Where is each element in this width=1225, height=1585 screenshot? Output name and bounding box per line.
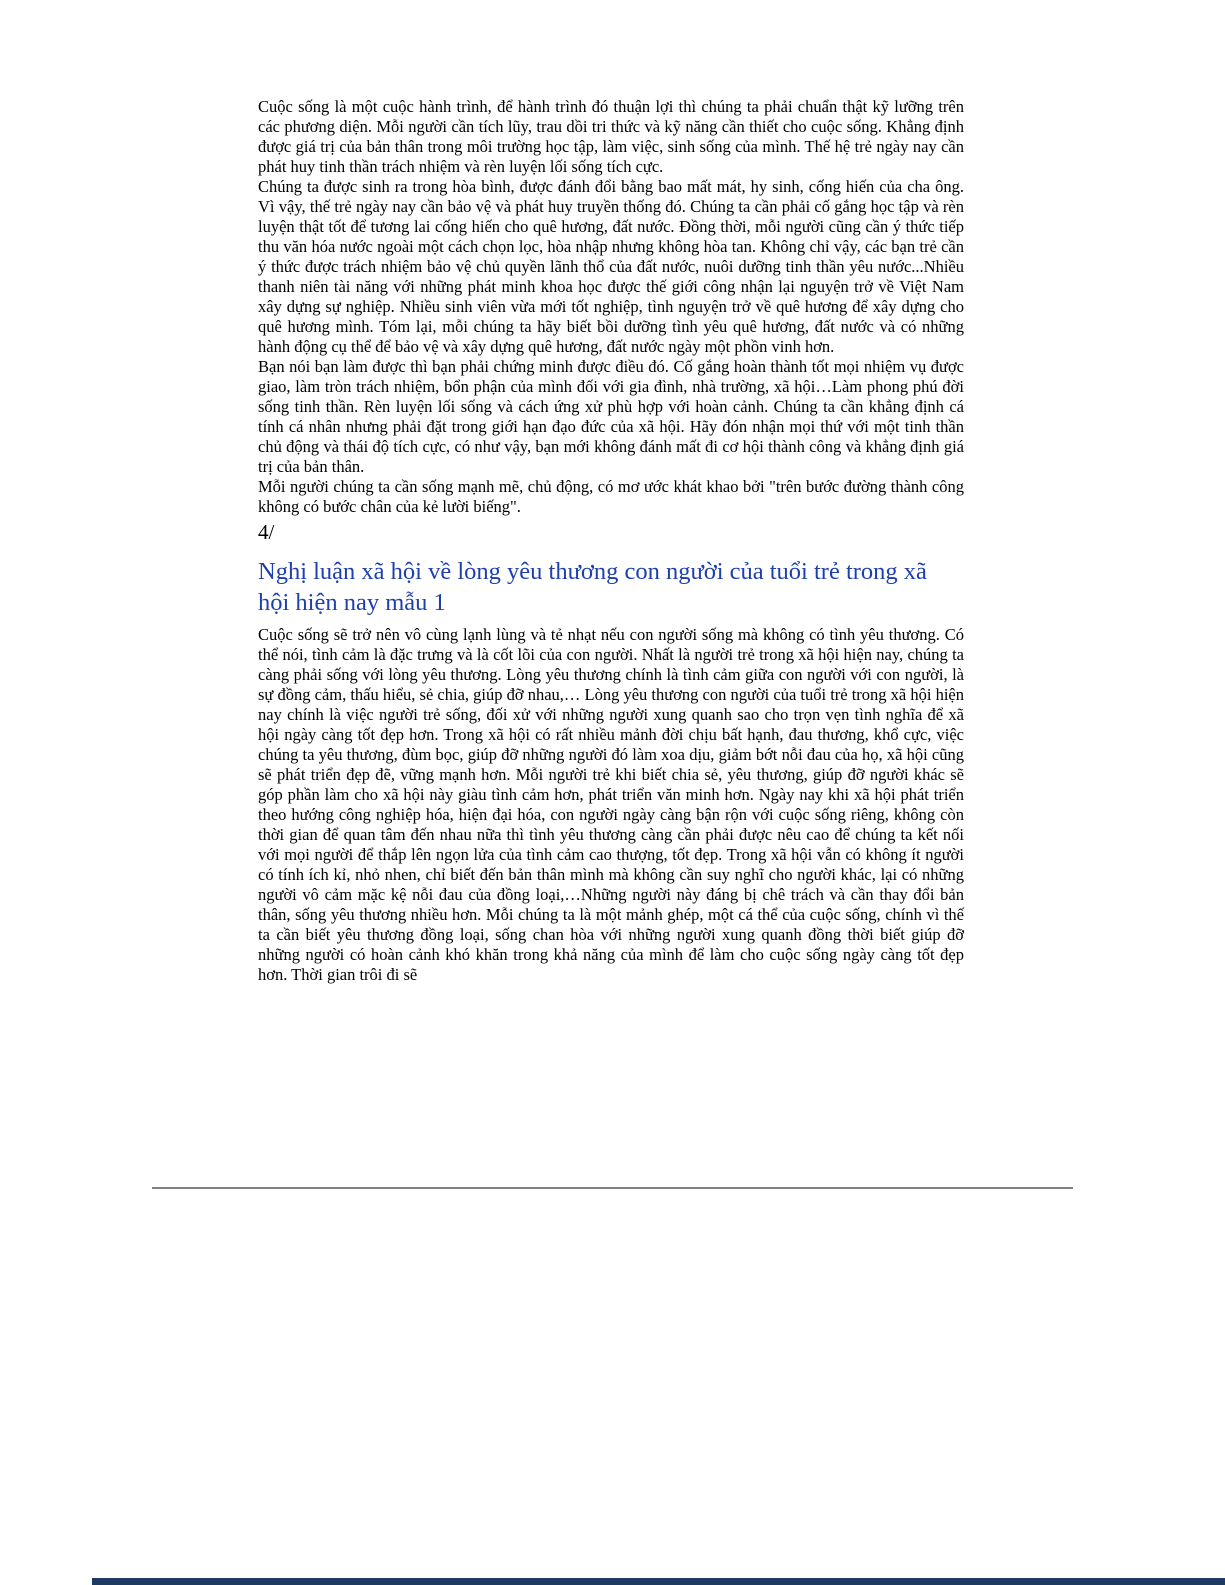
- paragraph-prove-yourself: Bạn nói bạn làm được thì bạn phải chứng minh được điều đó. Cố gắng hoàn thành tốt mọi nhiệm vụ được giao, làm tròn trách nhiệm, bổn phận của mình đối với gia đình, nhà trường, xã hội…Làm phong phú đời sống tinh thần. Rèn luyện lối sống và cách ứng xử phù hợp với hoàn cảnh. Chúng ta cần khẳng định cá tính cá nhân nhưng phải đặt trong giới hạn đạo đức của xã hội. Hãy đón nhận mọi thứ với một tinh thần chủ động và thái độ tích cực, có như vậy, bạn mới không đánh mất đi cơ hội thành công và khẳng định giá trị của bản thân.: [258, 357, 964, 476]
- bottom-blue-bar: [92, 1578, 1225, 1585]
- footer-divider-line: [152, 1187, 1073, 1189]
- article-text-column: [258, 97, 964, 985]
- paragraph-essay-sample-1: Cuộc sống sẽ trở nên vô cùng lạnh lùng và tẻ nhạt nếu con người sống mà không có tình yêu thương. Có thể nói, tình cảm là đặc trưng và là cốt lõi của con người. Nhất là người trẻ trong xã hội hiện nay, chúng ta càng phải sống với lòng yêu thương. Lòng yêu thương chính là tình cảm giữa con người với con người, là sự đồng cảm, thấu hiểu, sẻ chia, giúp đỡ nhau,… Lòng yêu thương con người của tuổi trẻ trong xã hội hiện nay chính là việc người trẻ sống, đối xử với những người xung quanh sao cho trọn vẹn tình nghĩa để xã hội ngày càng tốt đẹp hơn. Trong xã hội có rất nhiều mảnh đời chịu bất hạnh, đau thương, khổ cực, việc chúng ta yêu thương, đùm bọc, giúp đỡ những người đó làm xoa dịu, giảm bớt nỗi đau của họ, xã hội cũng sẽ phát triển đẹp đẽ, vững mạnh hơn. Mỗi người trẻ khi biết chia sẻ, yêu thương, giúp đỡ người khác sẽ góp phần làm cho xã hội này giàu tình cảm hơn, phát triển văn minh hơn. Ngày nay khi xã hội phát triển theo hướng công nghiệp hóa, hiện đại hóa, con người ngày càng bận rộn với cuộc sống riêng, không còn thời gian để quan tâm đến nhau nữa thì tình yêu thương càng cần phải được nêu cao để chúng ta kết nối với mọi người để thắp lên ngọn lửa của tình cảm cao thượng, tốt đẹp. Trong xã hội vẫn có không ít người có tính ích kỉ, nhỏ nhen, chỉ biết đến bản thân mình mà không cần suy nghĩ cho người khác, lại có những người vô cảm mặc kệ nỗi đau của đồng loại,…Những người này đáng bị chê trách và cần thay đổi bản thân, sống yêu thương nhiều hơn. Mỗi chúng ta là một mảnh ghép, một cá thể của cuộc sống, chính vì thế ta cần biết yêu thương đồng loại, sống chan hòa với những người xung quanh đồng thời biết giúp đỡ những người có hoàn cảnh khó khăn trong khả năng của mình để làm cho cuộc sống ngày càng tốt đẹp hơn. Thời gian trôi đi sẽ: [258, 625, 964, 984]
- essay-title-heading: Nghị luận xã hội về lòng yêu thương con người của tuổi trẻ trong xã hội hiện nay mẫu 1: [258, 558, 927, 616]
- paragraph-life-journey: Cuộc sống là một cuộc hành trình, để hành trình đó thuận lợi thì chúng ta phải chuẩn thật kỹ lưỡng trên các phương diện. Mỗi người cần tích lũy, trau dồi tri thức và kỹ năng cần thiết cho cuộc sống. Khẳng định được giá trị của bản thân trong môi trường học tập, làm việc, sinh sống của mình. Thế hệ trẻ ngày nay cần phát huy tinh thần trách nhiệm và rèn luyện lối sống tích cực.: [258, 97, 964, 176]
- paragraph-born-in-peace: Chúng ta được sinh ra trong hòa bình, được đánh đổi bằng bao mất mát, hy sinh, cống hiến của cha ông. Vì vậy, thế trẻ ngày nay cần bảo vệ và phát huy truyền thống đó. Chúng ta cần phải cố gắng học tập và rèn luyện thật tốt để tương lai cống hiến cho quê hương, đất nước. Đồng thời, mỗi người cũng cần ý thức tiếp thu văn hóa nước ngoài một cách chọn lọc, hòa nhập nhưng không hòa tan. Không chỉ vậy, các bạn trẻ cần ý thức được trách nhiệm bảo vệ chủ quyền lãnh thổ của đất nước, nuôi dưỡng tinh thần yêu nước...Nhiều thanh niên tài năng với những phát minh khoa học được thế giới công nhận lại nguyện trở về Việt Nam xây dựng sự nghiệp. Nhiều sinh viên vừa mới tốt nghiệp, tình nguyện trở về quê hương để xây dựng cho quê hương mình. Tóm lại, mỗi chúng ta hãy biết bồi dưỡng tình yêu quê hương, đất nước và có những hành động cụ thể để bảo vệ và xây dựng quê hương, đất nước ngày một phồn vinh hơn.: [258, 177, 964, 356]
- section-number-marker: 4/: [258, 520, 275, 544]
- paragraph-live-strong-quote: Mỗi người chúng ta cần sống mạnh mẽ, chủ động, có mơ ước khát khao bởi "trên bước đường thành công không có bước chân của kẻ lười biếng".: [258, 477, 964, 516]
